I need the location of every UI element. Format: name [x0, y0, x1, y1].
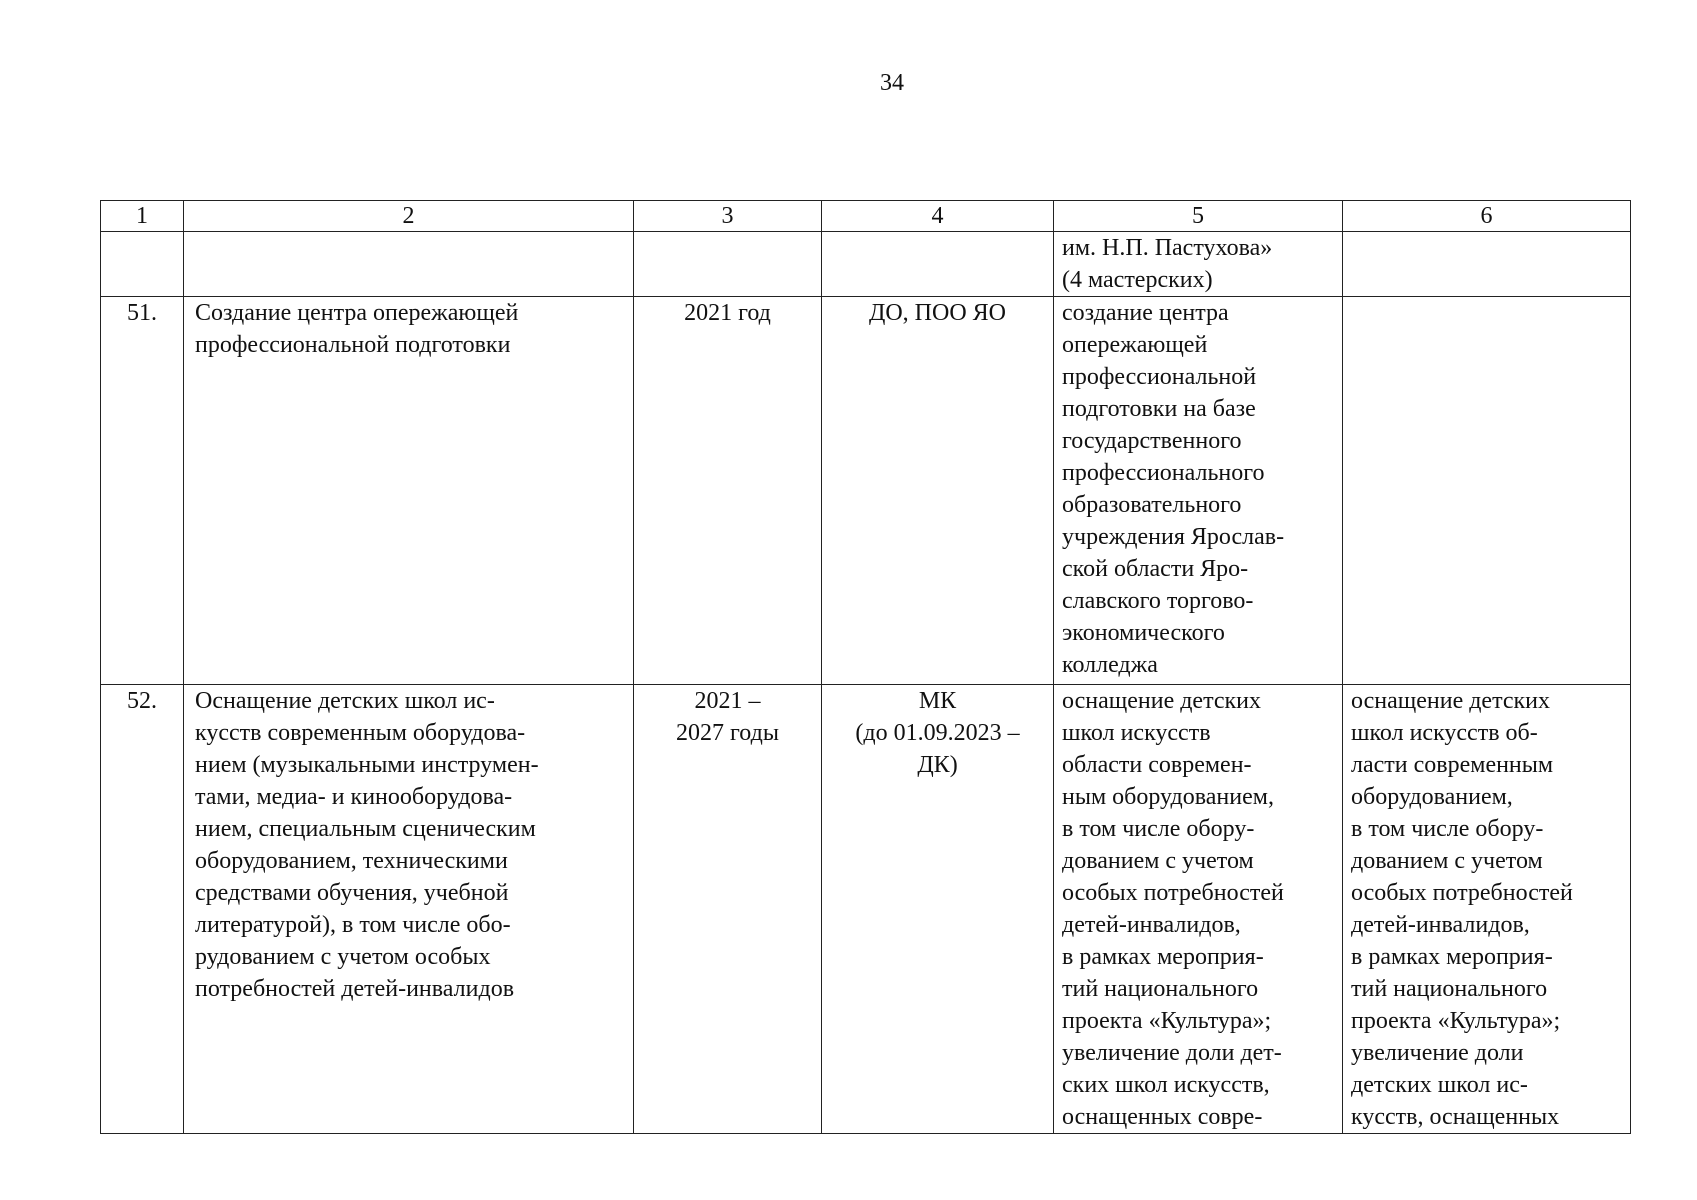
measures-table	[100, 200, 1631, 1134]
row-number: 51.	[101, 297, 184, 685]
measure-result: им. Н.П. Пастухова» (4 мастерских)	[1054, 232, 1343, 297]
measure-name: Оснащение детских школ ис- кусств современным оборудова- нием (музыкальными инструмен- тами, медиа- и кинооборудова- нием, специальным сценическим оборудованием, техническими средствами обучения, учебной литературой), в том числе обо- рудованием с учетом особых потребностей детей-инвалидов	[184, 685, 634, 1134]
table-row	[101, 297, 1631, 685]
measure-result: создание центра опережающей профессиональной подготовки на базе государственного профессионального образовательного учреждения Ярослав- ской области Яро- славского торгово- экономического колледжа	[1054, 297, 1343, 685]
measure-period: 2021 год	[634, 297, 822, 685]
table-row	[101, 685, 1631, 1134]
measure-indicator: оснащение детских школ искусств об- ласти современным оборудованием, в том числе обору- дованием с учетом особых потребностей детей-инвалидов, в рамках мероприя- тий национального проекта «Культура»; увеличение доли детских школ ис- кусств, оснащенных	[1343, 685, 1631, 1134]
column-header: 5	[1054, 201, 1343, 232]
measure-indicator	[1343, 232, 1631, 297]
measure-responsible: МК (до 01.09.2023 – ДК)	[822, 685, 1054, 1134]
measure-responsible: ДО, ПОО ЯО	[822, 297, 1054, 685]
column-header: 4	[822, 201, 1054, 232]
row-number	[101, 232, 184, 297]
column-header: 6	[1343, 201, 1631, 232]
column-header: 1	[101, 201, 184, 232]
measure-responsible	[822, 232, 1054, 297]
table-header-row	[101, 201, 1631, 232]
column-header: 3	[634, 201, 822, 232]
measure-name	[184, 232, 634, 297]
page-number: 34	[880, 70, 904, 96]
row-number: 52.	[101, 685, 184, 1134]
measure-period: 2021 – 2027 годы	[634, 685, 822, 1134]
measure-indicator	[1343, 297, 1631, 685]
column-header: 2	[184, 201, 634, 232]
measure-result: оснащение детских школ искусств области современ- ным оборудованием, в том числе обору- дованием с учетом особых потребностей детей-инвалидов, в рамках мероприя- тий национального проекта «Культура»; увеличение доли дет- ских школ искусств, оснащенных совре-	[1054, 685, 1343, 1134]
measure-name: Создание центра опережающей профессиональной подготовки	[184, 297, 634, 685]
table-row	[101, 232, 1631, 297]
measure-period	[634, 232, 822, 297]
